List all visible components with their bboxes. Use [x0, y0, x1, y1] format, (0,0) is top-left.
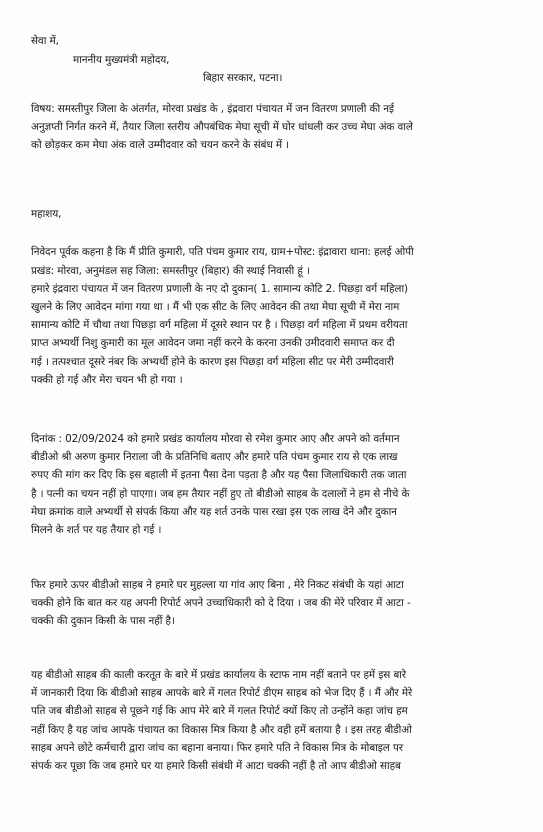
subject-line: को छोड़कर कम मेघा अंक वाले उम्मीदवार को चयन करने के संबंध में ।: [31, 139, 290, 151]
body-line: गई । तत्पश्चात दूसरे नंबर कि अभ्यर्थी होने के कारण इस पिछड़ा वर्ग महिला सीट पर मेरी उम्मीदवारी: [31, 356, 394, 368]
body-line: पति जब बीडीओ साहब से पूछने गई कि आप मेरे बारे में गलत रिपोर्ट क्यों किए तो उन्होंने कहा जांच हम: [31, 705, 408, 717]
body-line: बीडीओ श्री अरुण कुमार निराला जी के प्रतिनिधि बताए और हमारे पति पंचम कुमार राय से एक लाख: [31, 451, 398, 463]
subject-line: विषय: समस्तीपुर जिला के अंतर्गत, मोरवा प्रखंड के , इंद्रवारा पंचायत में जन वितरण प्रणाली की नई: [31, 103, 394, 115]
body-line: चक्की की दुकान किसी के पास नहीं है।: [31, 615, 175, 627]
body-line: में जानकारी दिया कि बीडीओ साहब आपके बारे में गलत रिपोर्ट डीएम साहब को भेज दिए हैं । मैं और मेरे: [31, 687, 413, 699]
addressee-office: बिहार सरकार, पटना।: [203, 72, 283, 84]
body-line: साहब अपने छोटे कर्मचारी द्वारा जांच का बहाना बनाया। फिर हमारे पति ने विकास मित्र के मोबाइल पर: [31, 742, 403, 754]
addressee: माननीय मुख्यमंत्री महोदय,: [73, 54, 170, 66]
body-line: प्रखंड: मोरवा, अनुमंडल सह जिला: समस्तीपुर (बिहार) की स्थाई निवासी हूं ।: [31, 265, 310, 277]
body-line: रुपए की मांग कर दिए कि इस बहाली में इतना पैसा देना पड़ता है और यह पैसा जिलाधिकारी तक जाता: [31, 469, 407, 481]
body-line: प्राप्त अभ्यर्थी निशु कुमारी का मूल आवेदन जमा नहीं करने के करना उनकी उमीदवारी समाप्त कर दी: [31, 337, 395, 349]
body-line: फिर हमारे ऊपर बीडीओ साहब ने हमारे घर मुहल्ला या गांव आए बिना , मेरे निकट संबंधी के यहां आटा: [31, 579, 404, 591]
body-line: हमारे इंद्रवारा पंचायत में जन वितरण प्रणाली के नए दो दुकान( 1. सामान्य कोटि 2. पिछड़ा वर्ग महिला): [31, 283, 408, 295]
salutation-to: सेवा में,: [31, 35, 59, 47]
body-line: है । पत्नी का चयन नहीं हो पाएगा। जब हम तैयार नहीं हुए तो बीडीओ साहब के दलालों ने हम से नीचे के: [31, 488, 410, 500]
body-line: यह बीडीओ साहब की काली करतूत के बारे में प्रखंड कार्यालय के स्टाफ नाम नहीं बताने पर हमें इस बारे: [31, 669, 407, 681]
body-line: मिलने के शर्त पर यह तैयार हो गई ।: [31, 524, 162, 536]
body-line: दिनांक : 02/09/2024 को हमारे प्रखंड कार्यालय मोरवा से रमेश कुमार आए और अपने को वर्तमान: [31, 433, 400, 445]
body-line: पक्की हो गई और मेरा चयन भी हो गया ।: [31, 374, 183, 386]
body-line: चक्की होने कि बात कर यह अपनी रिपोर्ट अपने उच्चाधिकारी को दे दिया । जब की मेरे परिवार में आटा -: [31, 597, 411, 609]
body-line: मेघा क्रमांक वाले अभ्यर्थी से संपर्क किया और यह शर्त उनके पास रखा इस एक लाख देने और दुकान: [31, 506, 397, 518]
body-line: संपर्क कर पूछा कि जब हमारे घर या हमारे किसी संबंधी में आटा चक्की नहीं है तो आप बीडीओ साहब: [31, 760, 401, 772]
body-line: नहीं किए है यह जांच आपके पंचायत का विकास मित्र किया है और वही हमें बताया है । इस तरह बीडीओ: [31, 724, 412, 736]
greeting: महाशय,: [31, 208, 62, 220]
body-line: खुलने के लिए आवेदन मांगा गया था । मैं भी एक सीट के लिए आवेदन की तथा मेघा सूची में मेरा नाम: [31, 301, 400, 313]
body-line: निवेदन पूर्वक कहना है कि मैं प्रीति कुमारी, पति पंचम कुमार राय, ग्राम+पोस्ट: इंद्रावारा थाना: हलई ओपी: [31, 246, 414, 258]
subject-line: अनुज्ञप्ती निर्गत करने में, तैयार जिला स्तरीय औपबंधिक मेघा सूची में घोर धांधली कर उच्च मेघा अंक वाले: [31, 121, 413, 133]
body-line: सामान्य कोटि में चौथा तथा पिछड़ा वर्ग महिला में दूसरे स्थान पर है । पिछड़ा वर्ग महिला में प्रथम वरीयता: [31, 319, 408, 331]
